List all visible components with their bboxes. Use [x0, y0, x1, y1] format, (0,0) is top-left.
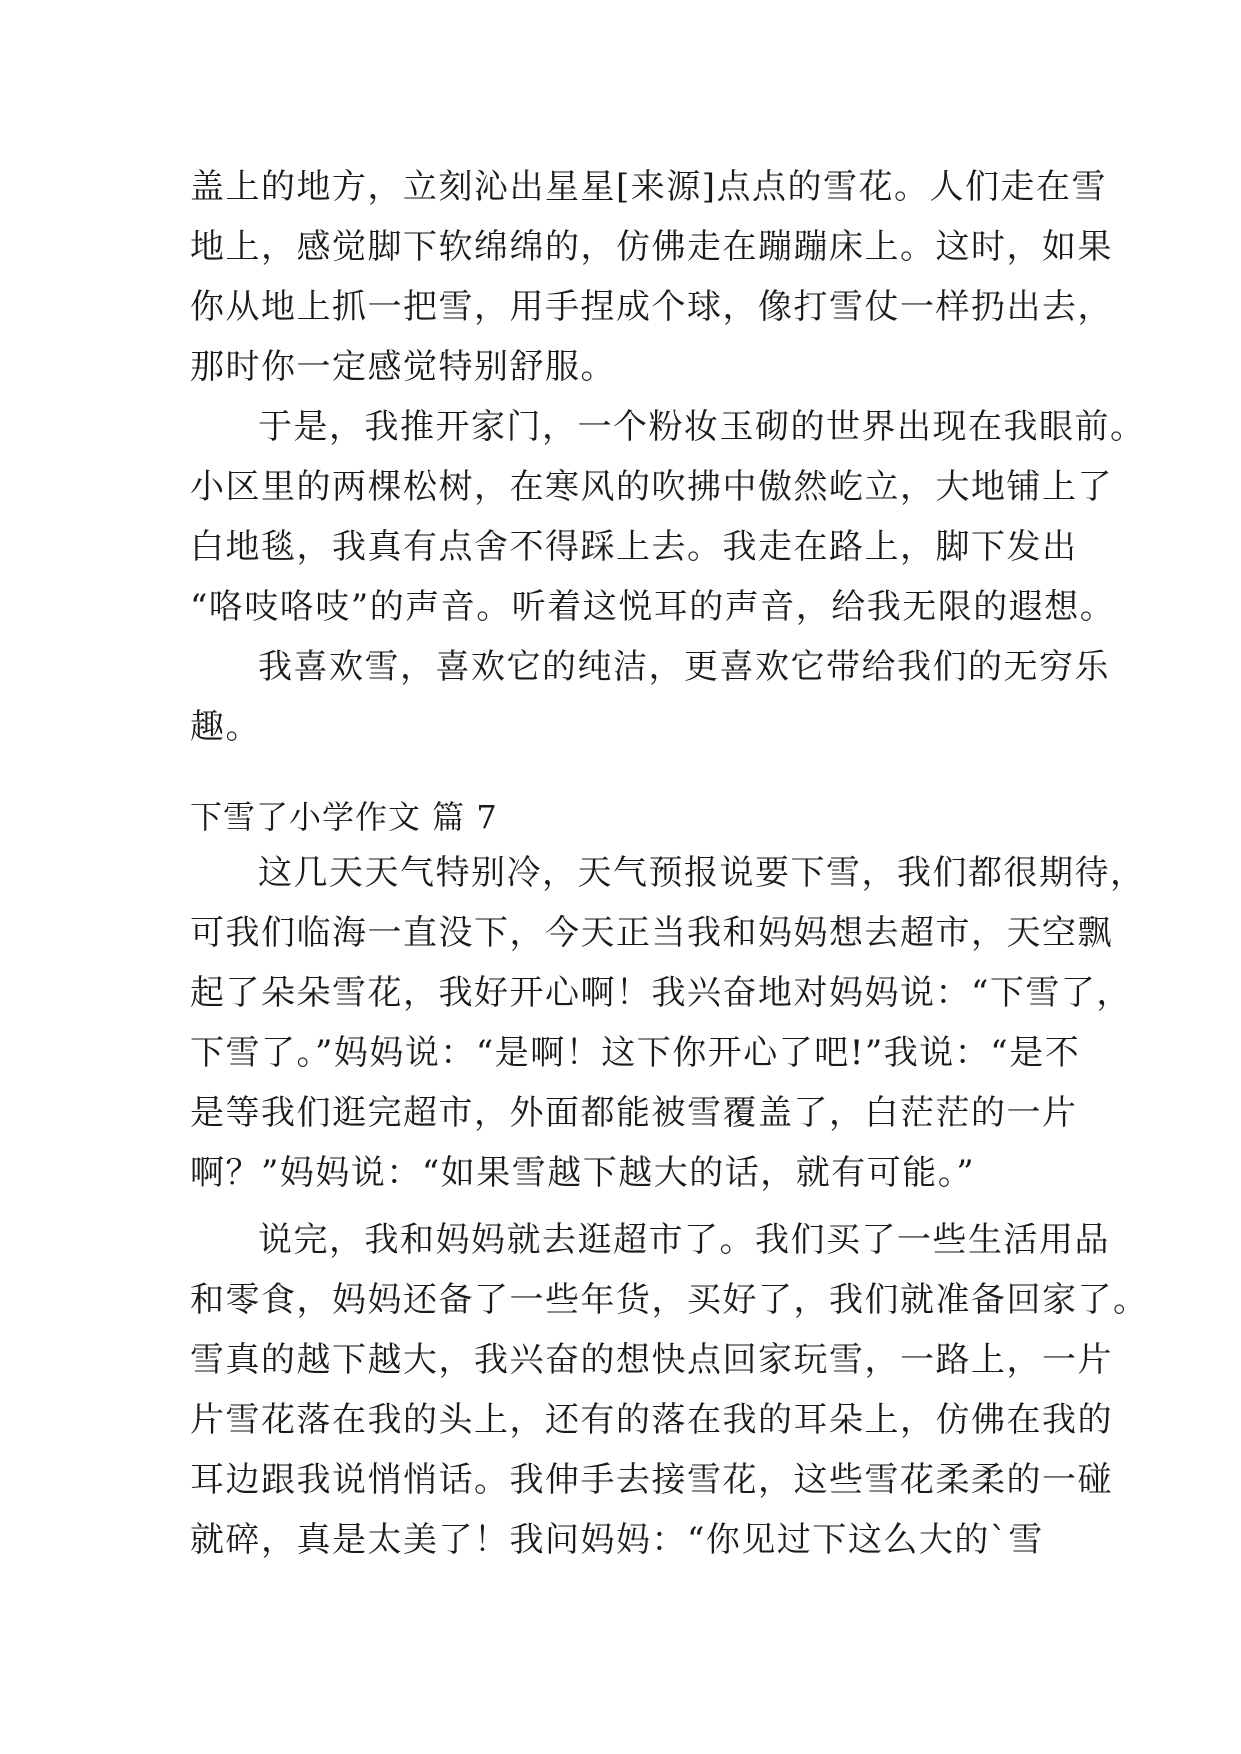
paragraph-line: 耳边跟我说悄悄话。我伸手去接雪花，这些雪花柔柔的一碰	[190, 1460, 1113, 1500]
paragraph-line: 盖上的地方，立刻沁出星星[来源]点点的雪花。人们走在雪	[190, 167, 1108, 207]
paragraph-line: 说完，我和妈妈就去逛超市了。我们买了一些生活用品	[258, 1220, 1110, 1260]
paragraph-line: 下雪了。”妈妈说：“是啊！这下你开心了吧!”我说：“是不	[190, 1033, 1081, 1073]
paragraph-line: 就碎，真是太美了！我问妈妈：“你见过下这么大的`雪	[190, 1520, 1044, 1560]
section-heading: 下雪了小学作文 篇 7	[190, 798, 498, 836]
paragraph-line: 和零食，妈妈还备了一些年货，买好了，我们就准备回家了。	[190, 1280, 1149, 1320]
paragraph-line: 我喜欢雪，喜欢它的纯洁，更喜欢它带给我们的无穷乐	[258, 647, 1110, 687]
paragraph-line: 你从地上抓一把雪，用手捏成个球，像打雪仗一样扔出去，	[190, 287, 1113, 327]
paragraph-line: 小区里的两棵松树，在寒风的吹拂中傲然屹立，大地铺上了	[190, 467, 1113, 507]
paragraph-line: 那时你一定感觉特别舒服。	[190, 347, 616, 387]
paragraph-line: 白地毯，我真有点舍不得踩上去。我走在路上，脚下发出	[190, 527, 1078, 567]
paragraph-line: 雪真的越下越大，我兴奋的想快点回家玩雪，一路上，一片	[190, 1340, 1113, 1380]
paragraph-line: 趣。	[190, 707, 261, 747]
paragraph-line: 这几天天气特别冷，天气预报说要下雪，我们都很期待，	[258, 853, 1146, 893]
paragraph-line: 起了朵朵雪花，我好开心啊！我兴奋地对妈妈说：“下雪了，	[190, 973, 1132, 1013]
paragraph-line: “咯吱咯吱”的声音。听着这悦耳的声音，给我无限的遐想。	[190, 587, 1116, 627]
paragraph-line: 于是，我推开家门，一个粉妆玉砌的世界出现在我眼前。	[258, 407, 1146, 447]
paragraph-line: 地上，感觉脚下软绵绵的，仿佛走在蹦蹦床上。这时，如果	[190, 227, 1113, 267]
paragraph-line: 片雪花落在我的头上，还有的落在我的耳朵上，仿佛在我的	[190, 1400, 1113, 1440]
paragraph-line: 可我们临海一直没下，今天正当我和妈妈想去超市，天空飘	[190, 913, 1113, 953]
paragraph-line: 是等我们逛完超市，外面都能被雪覆盖了，白茫茫的一片	[190, 1093, 1078, 1133]
paragraph-line: 啊？”妈妈说：“如果雪越下越大的话，就有可能。”	[190, 1153, 976, 1193]
